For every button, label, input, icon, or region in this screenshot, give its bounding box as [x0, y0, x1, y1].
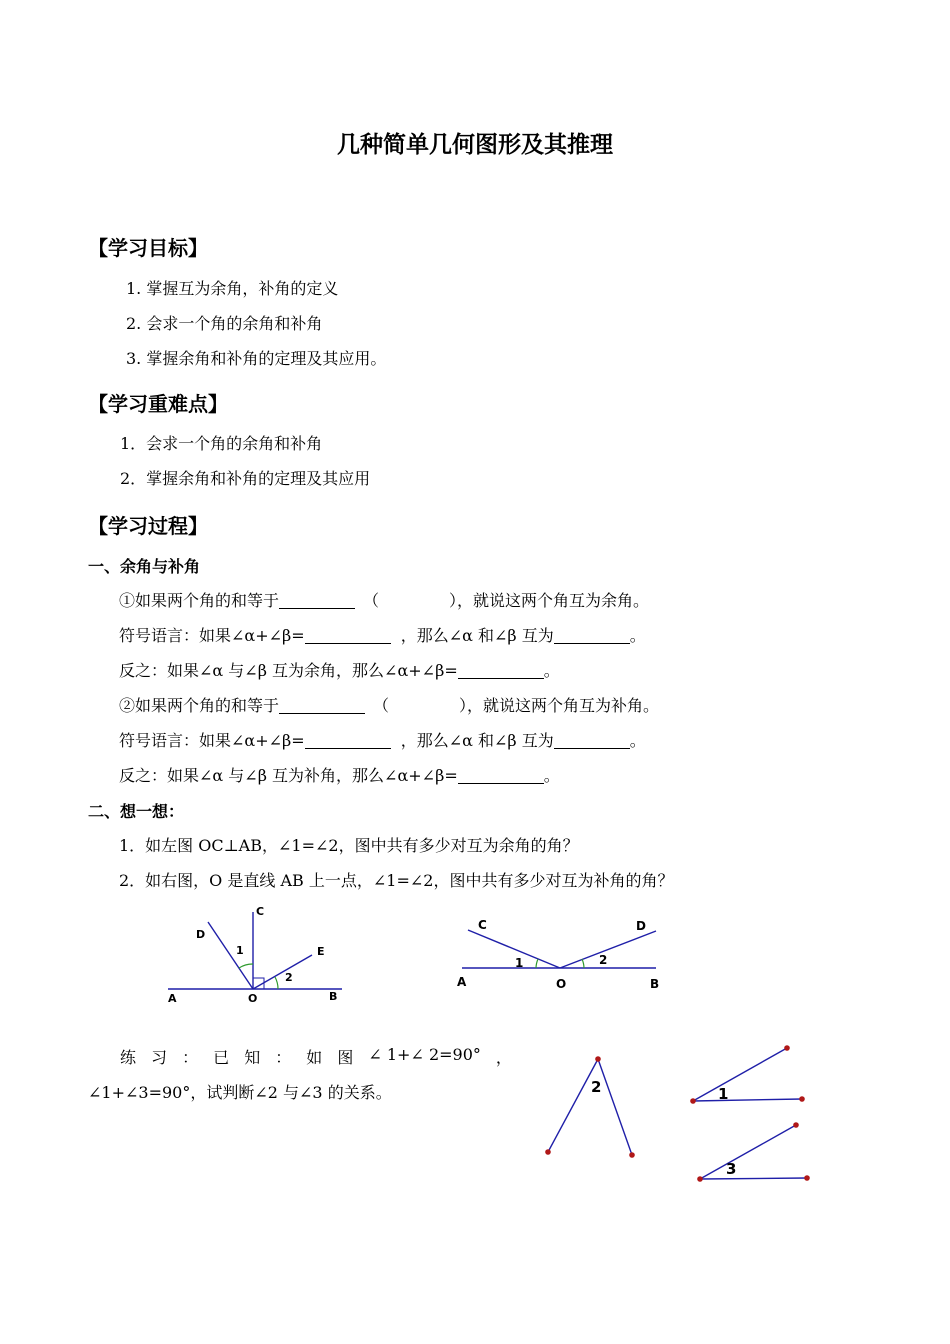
- point-e-label: E: [317, 945, 325, 958]
- angle-1-arc: [239, 964, 253, 968]
- angle-2-arc: [582, 959, 584, 968]
- fill-blank[interactable]: [305, 732, 391, 749]
- angle-1-arc: [536, 959, 538, 968]
- point-c-label: C: [256, 905, 265, 918]
- angle-2-label: 2: [591, 1078, 602, 1096]
- angle-3-label: 3: [726, 1160, 737, 1178]
- point-o-label: O: [556, 977, 567, 991]
- key-points-heading: 【学习重难点】: [88, 392, 228, 416]
- point-o-label: O: [248, 992, 258, 1005]
- angle-2-figure: [545, 1056, 635, 1158]
- fill-blank[interactable]: [458, 767, 544, 784]
- point: [793, 1122, 799, 1128]
- ray-od: [208, 922, 253, 989]
- part1-heading: 一、余角与补角: [88, 557, 201, 576]
- practice-line-2: ∠1+∠3=90°，试判断∠2 与∠3 的关系。: [88, 1083, 392, 1102]
- point-d-label: D: [636, 919, 646, 933]
- fill-blank[interactable]: [279, 697, 365, 714]
- angle-2-arc: [275, 977, 278, 989]
- point: [804, 1175, 810, 1181]
- angle-1-label: 1: [236, 944, 244, 957]
- supplementary-definition-line: ②如果两个角的和等于 （ ），就说这两个角互为补角。: [119, 696, 660, 715]
- point-a-label: A: [168, 992, 177, 1005]
- point: [690, 1098, 696, 1104]
- ray-oe: [253, 955, 312, 989]
- page-title: 几种简单几何图形及其推理: [337, 131, 613, 158]
- fill-blank[interactable]: [554, 732, 630, 749]
- angle-1-label: 1: [515, 956, 524, 970]
- angle-1-figure: [690, 1045, 805, 1104]
- point-a-label: A: [457, 975, 467, 989]
- angle-2-label: 2: [285, 971, 293, 984]
- goal-item: 2. 会求一个角的余角和补角: [126, 314, 323, 333]
- goals-heading: 【学习目标】: [88, 236, 208, 260]
- point-c-label: C: [478, 918, 487, 932]
- goal-item: 1. 掌握互为余角，补角的定义: [126, 279, 339, 298]
- practice-line-1: 练 习 ： 已 知 ： 如 图 ∠ 1+∠ 2=90° ，: [120, 1045, 512, 1067]
- left-angle-figure: [160, 900, 360, 1010]
- question-2: 2．如右图，O 是直线 AB 上一点，∠1=∠2，图中共有多少对互为补角的角？: [119, 871, 674, 890]
- fill-blank[interactable]: [554, 627, 630, 644]
- practice-figure: [535, 1045, 820, 1190]
- supplementary-converse-line: 反之：如果∠α 与∠β 互为补角，那么∠α+∠β= 。: [119, 766, 560, 785]
- key-point-item: 1．会求一个角的余角和补角: [120, 434, 323, 453]
- complementary-converse-line: 反之：如果∠α 与∠β 互为余角，那么∠α+∠β= 。: [119, 661, 560, 680]
- point: [697, 1176, 703, 1182]
- goal-item: 3. 掌握余角和补角的定理及其应用。: [126, 349, 387, 368]
- point: [799, 1096, 805, 1102]
- point: [784, 1045, 790, 1051]
- part2-heading: 二、想一想：: [88, 802, 185, 821]
- complementary-symbol-line: 符号语言：如果∠α+∠β= ，那么∠α 和∠β 互为 。: [119, 626, 646, 645]
- key-point-item: 2．掌握余角和补角的定理及其应用: [120, 469, 371, 488]
- point: [545, 1149, 551, 1155]
- question-1: 1．如左图 OC⊥AB，∠1=∠2，图中共有多少对互为余角的角？: [119, 836, 579, 855]
- right-angle-figure: [450, 910, 670, 995]
- angle-3-figure: [697, 1122, 810, 1182]
- point: [629, 1152, 635, 1158]
- point: [595, 1056, 601, 1062]
- fill-blank[interactable]: [458, 662, 544, 679]
- point-b-label: B: [329, 990, 338, 1003]
- ray-oc: [468, 930, 560, 968]
- angle-2-label: 2: [599, 953, 608, 967]
- point-b-label: B: [650, 977, 660, 991]
- point-d-label: D: [196, 928, 206, 941]
- angle-1-label: 1: [718, 1085, 729, 1103]
- fill-blank[interactable]: [305, 627, 391, 644]
- fill-blank[interactable]: [279, 592, 355, 609]
- ray-od: [560, 931, 656, 968]
- supplementary-symbol-line: 符号语言：如果∠α+∠β= ，那么∠α 和∠β 互为 。: [119, 731, 646, 750]
- process-heading: 【学习过程】: [88, 514, 208, 538]
- complementary-definition-line: ①如果两个角的和等于 （ ），就说这两个角互为余角。: [119, 591, 650, 610]
